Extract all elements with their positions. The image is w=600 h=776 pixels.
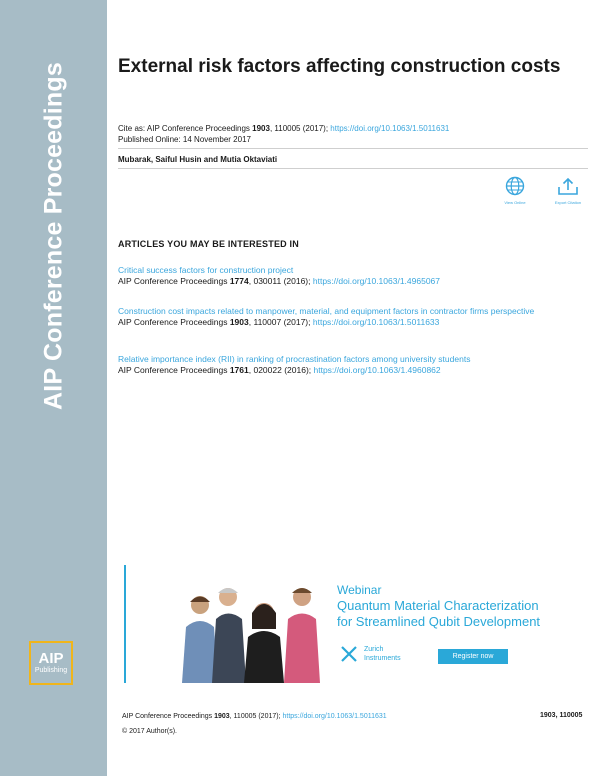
cite-rest: , 110005 (2017); (269, 124, 331, 133)
webinar-label: Webinar (337, 583, 382, 597)
logo-text-aip: AIP (38, 650, 64, 667)
related-article-ref (118, 365, 588, 376)
article-title: External risk factors affecting construction costs (118, 56, 561, 77)
webinar-text (337, 583, 540, 630)
citation-block (118, 123, 449, 145)
ref-journal: AIP Conference Proceedings (118, 276, 230, 286)
related-articles-heading: ARTICLES YOU MAY BE INTERESTED IN (118, 239, 299, 249)
cite-volume: 1903 (252, 124, 270, 133)
webinar-advertisement[interactable] (124, 565, 582, 683)
ref-volume: 1774 (229, 276, 249, 286)
presenters-photo (178, 575, 328, 683)
ref-doi-link[interactable]: https://doi.org/10.1063/1.4960862 (313, 365, 441, 375)
cite-prefix: Cite as: AIP Conference Proceedings (118, 124, 253, 133)
ref-journal: AIP Conference Proceedings (118, 365, 230, 375)
copyright: © 2017 Author(s). (122, 728, 177, 735)
related-article-title-link[interactable]: Construction cost impacts related to manpower, material, and equipment factors in contractor firms perspective (118, 306, 535, 316)
ref-journal: AIP Conference Proceedings (118, 317, 230, 327)
divider (118, 148, 588, 149)
webinar-title-line1: Quantum Material Characterization (337, 598, 539, 613)
journal-name: AIP Conference Proceedings (39, 62, 68, 410)
ref-rest: , 020022 (2016); (248, 365, 314, 375)
related-article-ref (118, 317, 588, 328)
ref-volume: 1903 (229, 317, 249, 327)
cite-line (118, 123, 449, 134)
footer-rest: , 110005 (2017); (229, 713, 283, 720)
ref-rest: , 110007 (2017); (248, 317, 313, 327)
logo-text-publishing: Publishing (34, 667, 68, 674)
export-icon (557, 176, 579, 196)
footer-volume: 1903 (214, 713, 230, 720)
footer-page-number: 1903, 110005 (540, 712, 583, 719)
published-date: Published Online: 14 November 2017 (118, 135, 251, 144)
ref-volume: 1761 (229, 365, 249, 375)
webinar-title-line2: for Streamlined Qubit Development (337, 614, 541, 629)
ref-doi-link[interactable]: https://doi.org/10.1063/1.4965067 (312, 276, 441, 286)
brand-line1: Zurich (364, 646, 384, 653)
ref-rest: , 030011 (2016); (248, 276, 313, 286)
footer-doi-link[interactable]: https://doi.org/10.1063/1.5011631 (282, 713, 387, 720)
zurich-x-icon (340, 645, 358, 663)
cite-doi-link[interactable]: https://doi.org/10.1063/1.5011631 (330, 124, 450, 133)
globe-icon (505, 176, 525, 196)
aip-publishing-logo[interactable] (29, 641, 73, 685)
related-article (118, 265, 588, 287)
footer-journal: AIP Conference Proceedings (122, 713, 215, 720)
view-online-button[interactable] (490, 176, 540, 205)
brand-line2: Instruments (364, 655, 401, 662)
ref-doi-link[interactable]: https://doi.org/10.1063/1.5011633 (312, 317, 440, 327)
sidebar (0, 0, 107, 776)
related-article (118, 354, 588, 376)
export-citation-button[interactable] (543, 176, 593, 205)
divider (118, 168, 588, 169)
related-article (118, 306, 588, 328)
authors: Mubarak, Saiful Husin and Mutia Oktaviati (118, 155, 278, 164)
view-online-label: View Online (504, 200, 526, 205)
export-citation-label: Export Citation (554, 200, 582, 205)
register-now-button[interactable]: Register now (438, 649, 508, 664)
related-article-title-link[interactable]: Critical success factors for construction project (118, 265, 294, 275)
related-article-title-link[interactable]: Relative importance index (RII) in ranking of procrastination factors among university students (118, 354, 471, 364)
related-article-ref (118, 276, 588, 287)
footer-citation (122, 712, 387, 722)
zurich-instruments-logo (340, 645, 401, 663)
